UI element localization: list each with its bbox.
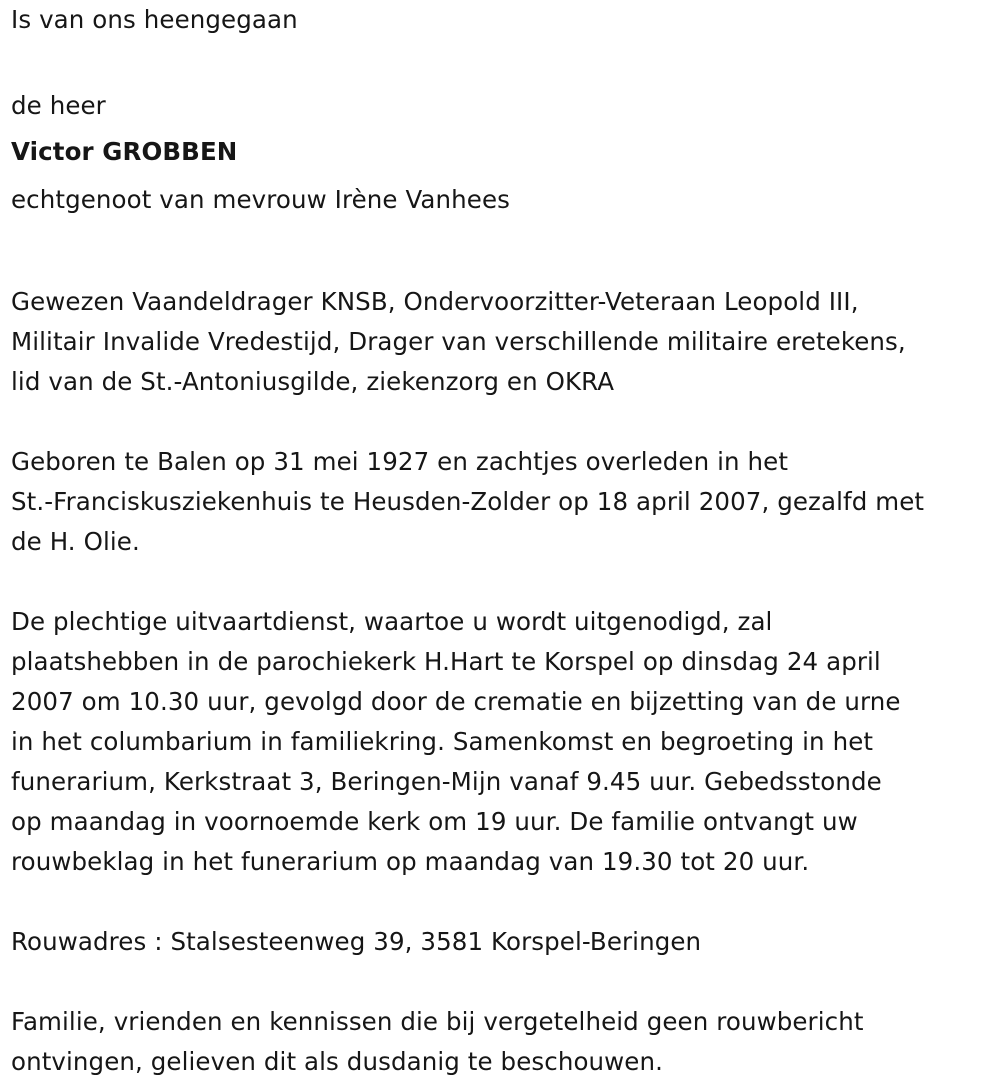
ceremony-line: 2007 om 10.30 uur, gevolgd door de crematie en bijzetting van de urne: [11, 687, 901, 716]
deceased-name: Victor GROBBEN: [11, 137, 238, 166]
intro-text: Is van ons heengegaan: [11, 5, 298, 34]
functions-paragraph: [11, 282, 986, 402]
closing-line: ontvingen, gelieven dit als dusdanig te beschouwen.: [11, 1047, 663, 1076]
ceremony-paragraph: [11, 602, 986, 882]
ceremony-line: in het columbarium in familiekring. Samenkomst en begroeting in het: [11, 727, 874, 756]
birth-death-paragraph: [11, 442, 986, 562]
mourning-address: Rouwadres : Stalsesteenweg 39, 3581 Korspel-Beringen: [11, 927, 702, 956]
ceremony-line: plaatshebben in de parochiekerk H.Hart te Korspel op dinsdag 24 april: [11, 647, 881, 676]
closing-paragraph: [11, 1002, 986, 1082]
title-prefix: de heer: [11, 91, 106, 120]
closing-line: Familie, vrienden en kennissen die bij vergetelheid geen rouwbericht: [11, 1007, 864, 1036]
ceremony-line: rouwbeklag in het funerarium op maandag van 19.30 tot 20 uur.: [11, 847, 810, 876]
functions-line: Militair Invalide Vredestijd, Drager van verschillende militaire eretekens,: [11, 327, 906, 356]
birth-death-line: St.-Franciskusziekenhuis te Heusden-Zolder op 18 april 2007, gezalfd met: [11, 487, 925, 516]
birth-death-line: de H. Olie.: [11, 527, 140, 556]
functions-line: lid van de St.-Antoniusgilde, ziekenzorg en OKRA: [11, 367, 615, 396]
functions-line: Gewezen Vaandeldrager KNSB, Ondervoorzitter-Veteraan Leopold III,: [11, 287, 859, 316]
obituary-document: [11, 0, 986, 1082]
birth-death-line: Geboren te Balen op 31 mei 1927 en zachtjes overleden in het: [11, 447, 789, 476]
ceremony-line: De plechtige uitvaartdienst, waartoe u wordt uitgenodigd, zal: [11, 607, 773, 636]
spouse-text: echtgenoot van mevrouw Irène Vanhees: [11, 185, 511, 214]
ceremony-line: op maandag in voornoemde kerk om 19 uur. De familie ontvangt uw: [11, 807, 858, 836]
ceremony-line: funerarium, Kerkstraat 3, Beringen-Mijn vanaf 9.45 uur. Gebedsstonde: [11, 767, 882, 796]
